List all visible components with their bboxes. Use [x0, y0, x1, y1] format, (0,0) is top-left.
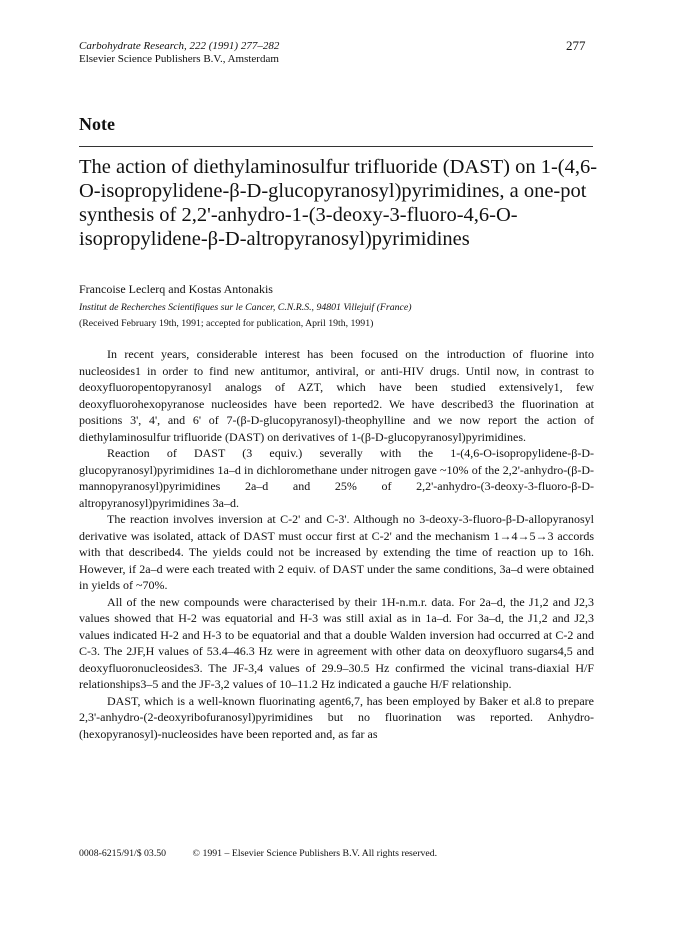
- paragraph: In recent years, considerable interest has been focused on the introduction of fluorine into nucleosides1 in order to find new antitumor, antiviral, or anti-HIV drugs. Until now, in contrast to deoxyfluoropentopyranosyl analogs of AZT, which have been studied extensively1, few deoxyfluorohexopyranose nucleosides have been reported2. We have described3 the fluorination at positions 3', 4', and 6' of 7-(β-D-glucopyranosyl)-theophylline and we now report the action of diethylaminosulfur trifluoride (DAST) on derivatives of 1-(β-D-glucopyranosyl)pyrimidines.: [79, 347, 594, 444]
- affiliation: Institut de Recherches Scientifiques sur le Cancer, C.N.R.S., 94801 Villejuif (France): [79, 302, 412, 313]
- paragraph: Reaction of DAST (3 equiv.) severally with the 1-(4,6-O-isopropylidene-β-D-glucopyranosyl)pyrimidines 1a–d in dichloromethane under nitrogen gave ~10% of the 2,2'-anhydro-(β-D-mannopyranosyl)pyrimidines 2a–d and 25% of 2,2'-anhydro-(3-deoxy-3-fluoro-β-D-altropyranosyl)pyrimidines 3a–d.: [79, 446, 594, 510]
- journal-citation: Carbohydrate Research, 222 (1991) 277–282: [79, 40, 280, 52]
- article-body: [79, 346, 594, 742]
- footer-copyright: © 1991 – Elsevier Science Publishers B.V. All rights reserved.: [192, 848, 438, 859]
- paragraph: The reaction involves inversion at C-2' and C-3'. Although no 3-deoxy-3-fluoro-β-D-allopyranosyl derivative was isolated, attack of DAST must occur first at C-2' and the mechanism 1→4→5→3 accords with that described4. The yields could not be increased by extending the time of reaction up to 16h. However, if 2a–d were each treated with 2 equiv. of DAST under the same conditions, 3a–d were obtained in yields of ~70%.: [79, 512, 594, 592]
- article-title: The action of diethylaminosulfur trifluoride (DAST) on 1-(4,6-O-isopropylidene-β-D-glucopyranosyl)pyrimidines, a one-pot synthesis of 2,2'-anhydro-1-(3-deoxy-3-fluoro-4,6-O-isopropylidene-β-D-altropyranosyl)pyrimidines: [79, 156, 598, 250]
- authors: Francoise Leclerq and Kostas Antonakis: [79, 282, 273, 296]
- footer: [79, 848, 599, 859]
- page-number: 277: [566, 38, 586, 53]
- section-label: Note: [79, 114, 115, 134]
- paragraph: All of the new compounds were characterised by their 1H-n.m.r. data. For 2a–d, the J1,2 and J2,3 values showed that H-2 was equatorial and H-3 was still axial as in 1a–d. For 3a–d, the J1,2 and J2,3 values indicated H-2 and H-3 to be equatorial and that a double Walden inversion had occurred at C-2 and C-3. The 2JF,H values of 53.4–46.3 Hz were in agreement with other data on deoxyfluoro sugars4,5 and deoxyfluoronucleosides3. The JF-3,4 values of 29.9–30.5 Hz confirmed the vicinal trans-diaxial H/F relationships3–5 and the JF-3,2 values of 10–11.2 Hz indicated a gauche H/F relationship.: [79, 594, 594, 691]
- publisher-line: Elsevier Science Publishers B.V., Amsterdam: [79, 53, 279, 65]
- section-rule: [79, 146, 593, 147]
- paragraph: DAST, which is a well-known fluorinating agent6,7, has been employed by Baker et al.8 to prepare 2,3'-anhydro-(2-deoxyribofuranosyl)pyrimidines but no fluorination was reported. Anhydro-(hexopyranosyl)-nucleosides have been reported and, as far as: [79, 693, 594, 741]
- received-dates: (Received February 19th, 1991; accepted for publication, April 19th, 1991): [79, 318, 374, 329]
- footer-code: 0008-6215/91/$ 03.50: [79, 848, 167, 859]
